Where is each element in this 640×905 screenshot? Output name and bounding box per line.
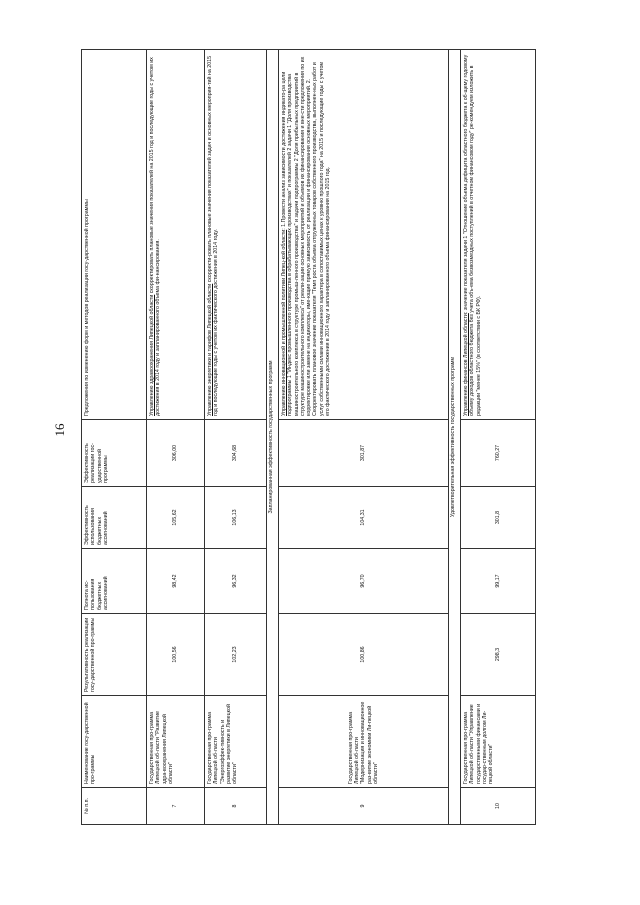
row-proposal <box>147 50 205 420</box>
proposal-agency: Управлению инновационной и промышленной политики Липец-кой области <box>281 229 287 416</box>
row-eff-budget: 104,31 <box>279 487 449 549</box>
row-num: 7 <box>147 788 205 825</box>
table-row <box>461 50 536 825</box>
row-completeness: 99,17 <box>461 549 536 614</box>
row-name: Государственная про-грамма Липецкой об-ласти "Энергоэффек-тивность и развитие энергетики в Липецкой области" <box>205 696 267 788</box>
row-name: Государственная про-грамма Липецкой об-ласти "Управление государственными финансами и государ-ственным долгом Ли-пецкой области" <box>461 696 536 788</box>
row-eff-program: 760,27 <box>461 420 536 487</box>
header-efficiency-program: Эффективность реализации гос-ударственной программы <box>82 420 147 487</box>
row-result: 298,3 <box>461 614 536 696</box>
table-row <box>279 50 449 825</box>
page-number: 16 <box>52 423 67 437</box>
row-name: Государственная про-грамма Липецкой об-ласти "Модернизация и инновационное раз-витие экономики Ли-пецкой области" <box>279 696 449 788</box>
row-proposal <box>461 50 536 420</box>
header-num: № п.п. <box>82 788 147 825</box>
rotated-table-container <box>81 50 511 825</box>
header-efficiency-budget: Эффективность использования бюджетных ассигнований <box>82 487 147 549</box>
row-eff-program: 304,68 <box>205 420 267 487</box>
header-result: Результативность реализации госу-дарственной про-граммы <box>82 614 147 696</box>
row-proposal <box>279 50 449 420</box>
section-row <box>449 50 461 825</box>
row-completeness: 96,70 <box>279 549 449 614</box>
proposal-text: : значение показателя задачи 1 "Отношение объема дефицита областного бюджета к об-щему годовому объему доходов областного бюджета без учета объ-ема безвозмездных поступлений в отчетном финансовом году" ре-комендуем изложить в редакции "менее 15%" (в соответствии с БК РФ). <box>463 54 482 416</box>
row-num: 8 <box>205 788 267 825</box>
proposal-agency: Управлению финансов Липецкой области <box>463 313 469 416</box>
proposal-text: скорректировать плановые значения показателей на 2015 год и последующие годы с учетом их достижения в 2014 году и запланированного объема фи-нансирования. <box>149 57 162 416</box>
row-completeness: 96,32 <box>205 549 267 614</box>
row-completeness: 98,42 <box>147 549 205 614</box>
table-row <box>147 50 205 825</box>
row-name: Государственная про-грамма Липецкой об-ласти "Развитие здра-воохранения Липецкой области" <box>147 696 205 788</box>
row-result: 102,23 <box>205 614 267 696</box>
header-proposal: Предложения по изменению форм и методов реализации госу-дарственной программы <box>82 50 147 420</box>
header-row <box>82 50 147 825</box>
row-eff-program: 301,87 <box>279 420 449 487</box>
row-num: 9 <box>279 788 449 825</box>
proposal-text: скорректи-ровать плановые значения показателей задач и основных мероприя-тий на 2015 год и последующие годы с учетом их фактического достижения в 2014 году. <box>207 55 220 416</box>
row-num: 10 <box>461 788 536 825</box>
row-proposal <box>205 50 267 420</box>
section-planned-title: Запланированная эффективность государственных программ <box>267 50 279 825</box>
row-eff-budget: 106,13 <box>205 487 267 549</box>
section-row <box>267 50 279 825</box>
row-eff-budget: 105,62 <box>147 487 205 549</box>
proposal-agency: Управлению здравоохранения Липецкой области <box>149 294 155 416</box>
row-eff-program: 306,00 <box>147 420 205 487</box>
header-completeness: Полнота ис-пользования бюджетных ассигнований <box>82 549 147 614</box>
row-result: 100,56 <box>147 614 205 696</box>
section-satisfactory-title: Удовлетворительная эффективность государственных программ <box>449 50 461 825</box>
proposal-agency: Управлению энергетики и тарифов Липецкой области <box>207 283 213 416</box>
proposal-text: : 1.Провести анализ зависимости достижения индикато-ра цели подпрограммы 1 "Индекс промышленного производства в обрабатывающих производствах" и показателей 2 задачи 1 "Доля производства машиностроительного комплекса в структуре промыш-ленного производства" и задачи подпрограммы 2 "Доля прибыльных предприятий в структуре машиностроительного комплекса" от реали-зации основных мероприятий и объемов их финансирования и вне-сти предложения по их корректировке или замене на индикаторы, име-ющие прямую зависимость от реализации и финансирования основных мероприятий. 2. Скорректировать плановое значение показателя "Темп роста объема отгруженных товаров собственного производства, выполнен-ных работ и услуг собственными силами инновационного характера в сопоставимых ценах к уровню прошлого года" на 2015 и последующие годы с учетом его фактического достижения в 2014 году и запланированного объема финансирования на 2015 год. <box>281 56 332 416</box>
program-efficiency-table <box>81 49 536 825</box>
header-name: Наименование госу-дарственной про-граммы <box>82 696 147 788</box>
row-eff-budget: 301,8 <box>461 487 536 549</box>
row-result: 100,86 <box>279 614 449 696</box>
table-row <box>205 50 267 825</box>
